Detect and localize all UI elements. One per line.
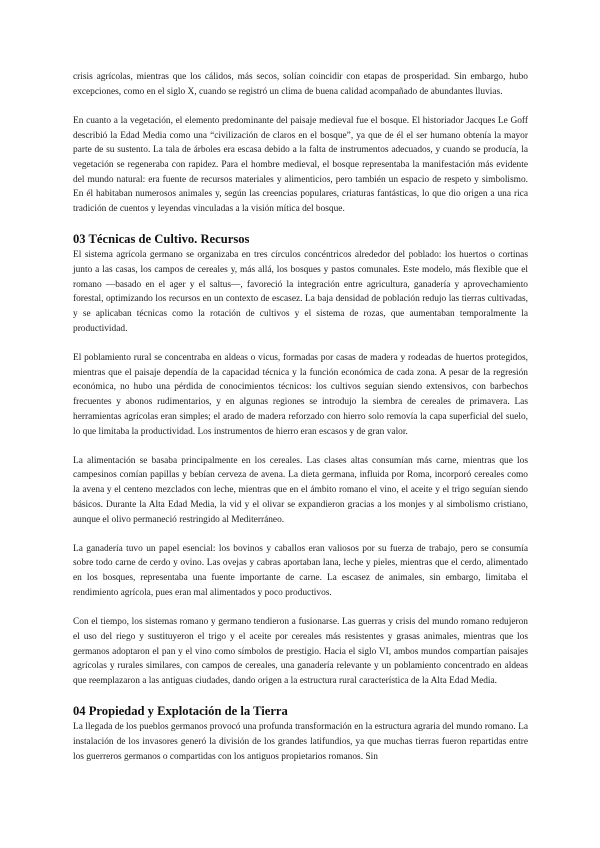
paragraph-livestock: La ganadería tuvo un papel esencial: los bovinos y caballos eran valiosos por su fuerza de trabajo, pero se consumía sobre todo carne de cerdo y ovino. Las ovejas y cabras aportaban lana, leche y pieles, mientras que el cerdo, alimentado en los bosques, representaba una fuente importante de carne. La escasez de animales, sin embargo, limitaba el rendimiento agrícola, pues eran mal alimentados y poco productivos. — [73, 543, 528, 598]
paragraph-agricultural-system: El sistema agrícola germano se organizaba en tres círculos concéntricos alrededor del poblado: los huertos o cortinas junto a las casas, los campos de cereales y, más allá, los bosques y pastos comunales. Este modelo, más flexible que el romano —basado en el ager y el saltus—, favoreció la integración entre agricultura, ganadería y aprovechamiento forestal, optimizando los recursos en un contexto de escasez. La baja densidad de población redujo las tierras cultivadas, y se aplicaban técnicas como la rotación de cultivos y el sistema de rozas, que aumentaban temporalmente la productividad. — [73, 250, 528, 334]
paragraph-diet: La alimentación se basaba principalmente en los cereales. Las clases altas consumían más carne, mientras que los campesinos comían papillas y bebían cerveza de avena. La dieta germana, influida por Roma, incorporó cereales como la avena y el centeno mezclados con leche, mientras que en el ámbito romano el vino, el aceite y el trigo seguían siendo básicos. Durante la Alta Edad Media, la vid y el olivar se expandieron gracias a los monjes y al simbolismo cristiano, aunque el olivo permaneció restringido al Mediterráneo. — [73, 455, 528, 525]
paragraph-vegetation: En cuanto a la vegetación, el elemento predominante del paisaje medieval fue el bosque. El historiador Jacques Le Goff describió la Edad Media como una “civilización de claros en el bosque”, ya que de él el ser humano obtenía la mayor parte de su sustento. La tala de árboles era escasa debido a la falta de instrumentos adecuados, y cuando se producía, la vegetación se regeneraba con rapidez. Para el hombre medieval, el bosque representaba la manifestación más evidente del mundo natural: era fuente de recursos materiales y alimenticios, pero también un espacio de respeto y simbolismo. En él habitaban numerosos animales y, según las creencias populares, criaturas fantásticas, lo que dio origen a una rica tradición de cuentos y leyendas vinculadas a la visión mítica del bosque. — [73, 115, 528, 215]
paragraph-climate: crisis agrícolas, mientras que los cálidos, más secos, solían coincidir con etapas de prosperidad. Sin embargo, hubo excepciones, como en el siglo X, cuando se registró un clima de buena calidad acompañado de abundantes lluvias. — [73, 72, 528, 97]
paragraph-fusion: Con el tiempo, los sistemas romano y germano tendieron a fusionarse. Las guerras y crisis del mundo romano redujeron el uso del riego y sustituyeron el trigo y el aceite por cereales más resistentes y grasas animales, mientras que los germanos adoptaron el pan y el vino como símbolos de prestigio. Hacia el siglo VI, ambos mundos compartían paisajes agrícolas y rurales similares, con campos de cereales, una ganadería relevante y un poblamiento concentrado en aldeas que reemplazaron a las antiguas ciudades, dando origen a la estructura rural característica de la Alta Edad Media. — [73, 617, 528, 686]
paragraph-germanic-arrival: La llegada de los pueblos germanos provocó una profunda transformación en la estructura agraria del mundo romano. La instalación de los invasores generó la división de los grandes latifundios, ya que muchas tierras fueron repartidas entre los guerreros germanos o compartidas con los antiguos propietarios romanos. Sin — [73, 722, 528, 762]
section-heading-cultivation: 03 Técnicas de Cultivo. Recursos — [73, 232, 250, 247]
section-heading-property: 04 Propiedad y Explotación de la Tierra — [73, 704, 288, 719]
paragraph-rural-settlement: El poblamiento rural se concentraba en aldeas o vicus, formadas por casas de madera y rodeadas de huertos protegidos, mientras que el paisaje dependía de la capacidad técnica y la función económica de cada zona. A pesar de la regresión económica, no hubo una pérdida de conocimientos técnicos: los cultivos seguían siendo extensivos, con barbechos frecuentes y abonos rudimentarios, y en algunas regiones se introdujo la siembra de cereales de primavera. Las herramientas agrícolas eran simples; el arado de madera reforzado con hierro solo removía la capa superficial del suelo, lo que limitaba la productividad. Los instrumentos de hierro eran escasos y de gran valor. — [73, 353, 528, 437]
